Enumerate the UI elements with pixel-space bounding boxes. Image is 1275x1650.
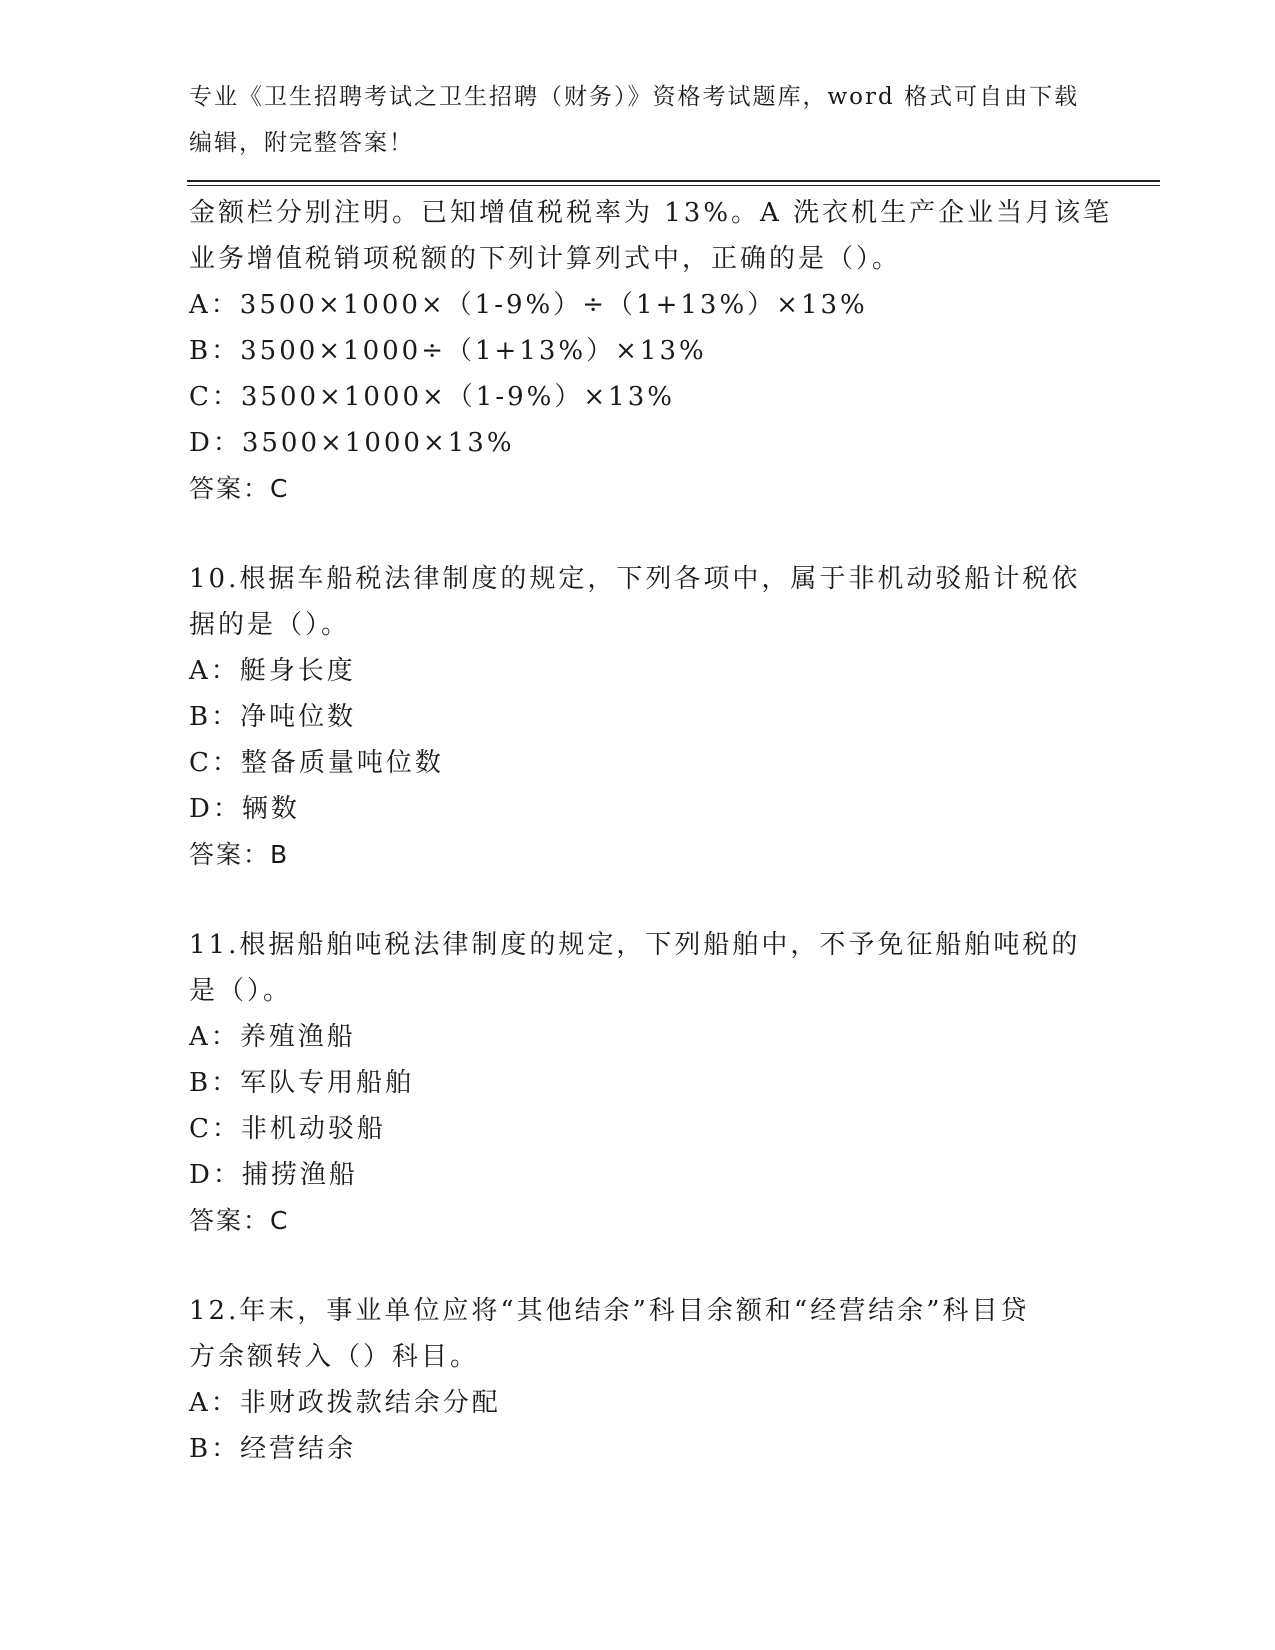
header-line-1: 专业《卫生招聘考试之卫生招聘（财务）》资格考试题库，word 格式可自由下载 [189,84,1080,110]
option-c: C：非机动驳船 [189,1114,386,1144]
option-b: B：3500×1000÷（1+13%）×13% [189,336,707,366]
question-11-block [189,922,1149,1244]
option-c: C：3500×1000×（1-9%）×13% [189,382,675,412]
question-9-block [189,190,1149,512]
document-header [189,74,1089,166]
option-b: B：军队专用船舶 [189,1068,415,1098]
spacer [189,512,1149,556]
option-a: A：3500×1000×（1-9%）÷（1+13%）×13% [189,290,868,320]
header-line-2: 编辑，附完整答案！ [189,130,414,156]
option-d: D：捕捞渔船 [189,1160,358,1190]
option-a: A：非财政拨款结余分配 [189,1388,501,1418]
option-a: A：艇身长度 [189,656,356,686]
question-stem-line: 12.年末，事业单位应将“其他结余”科目余额和“经营结余”科目贷 [189,1296,1030,1326]
answer-line: 答案：B [189,840,290,869]
answer-line: 答案：C [189,1206,290,1235]
option-b: B：经营结余 [189,1434,357,1464]
question-stem-line: 方余额转入（）科目。 [189,1342,480,1372]
question-stem-line: 据的是（）。 [189,610,351,640]
question-10-block [189,556,1149,878]
option-a: A：养殖渔船 [189,1022,356,1052]
spacer [189,878,1149,922]
question-stem-line: 10.根据车船税法律制度的规定，下列各项中，属于非机动驳船计税依 [189,564,1081,594]
question-content [189,190,1149,1472]
question-stem-line: 11.根据船舶吨税法律制度的规定，下列船舶中，不予免征船舶吨税的 [189,930,1081,960]
question-12-block [189,1288,1149,1472]
option-b: B：净吨位数 [189,702,357,732]
option-c: C：整备质量吨位数 [189,748,444,778]
answer-line: 答案：C [189,474,290,503]
question-stem-line: 金额栏分别注明。已知增值税税率为 13%。A 洗衣机生产企业当月该笔 [189,198,1113,228]
header-rule-thin [187,185,1160,186]
header-rule-thick [187,180,1160,182]
question-stem-line: 业务增值税销项税额的下列计算列式中，正确的是（）。 [189,244,902,274]
spacer [189,1244,1149,1288]
option-d: D：辆数 [189,794,300,824]
question-stem-line: 是（）。 [189,976,293,1006]
option-d: D：3500×1000×13% [189,428,515,458]
